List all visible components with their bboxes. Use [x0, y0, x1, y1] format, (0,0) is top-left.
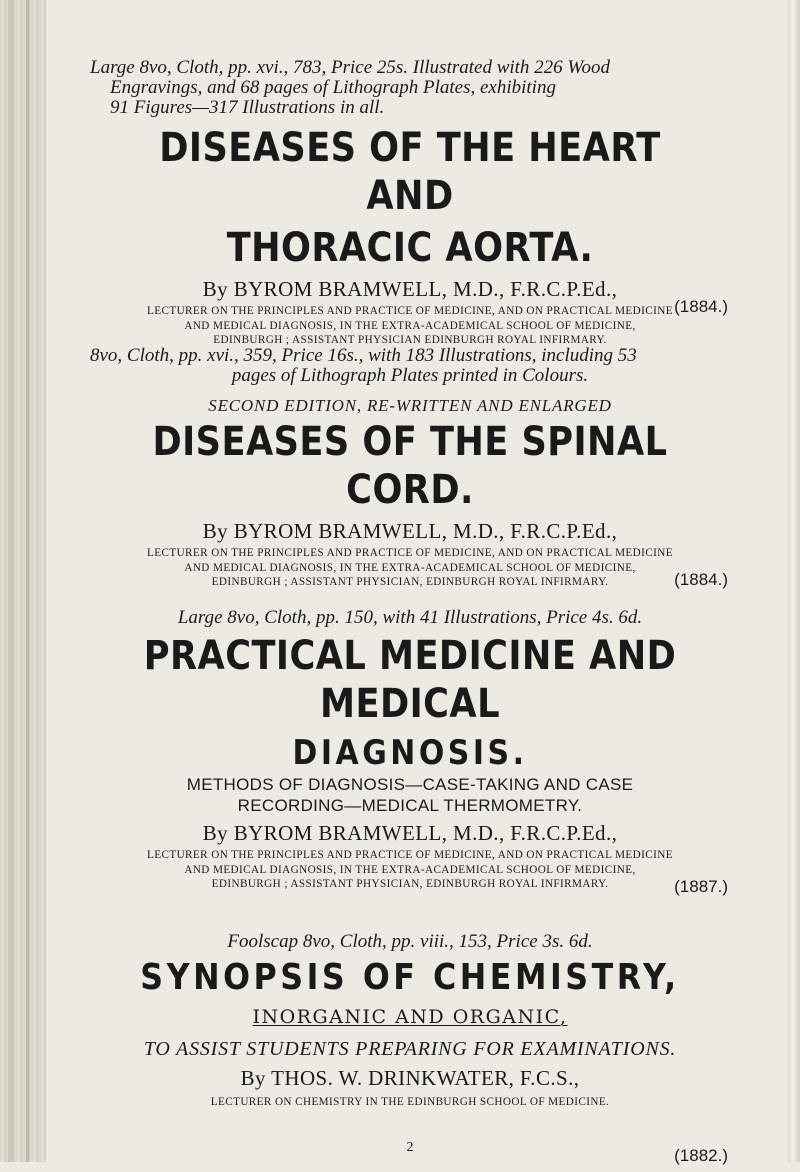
book-purpose: TO ASSIST STUDENTS PREPARING FOR EXAMINATIONS.	[143, 1038, 677, 1060]
publication-details: 8vo, Cloth, pp. xvi., 359, Price 16s., with 183 Illustrations, including 53	[90, 345, 637, 366]
author-credentials: LECTURER ON THE PRINCIPLES AND PRACTICE OF MEDICINE, AND ON PRACTICAL MEDICINE	[147, 305, 673, 317]
publication-year: (1887.)	[674, 877, 728, 896]
book-subtitle: METHODS OF DIAGNOSIS—CASE-TAKING AND CASE	[186, 775, 634, 794]
book-subtitle: INORGANIC AND ORGANIC,	[252, 1006, 568, 1028]
edition-note: SECOND EDITION, RE-WRITTEN AND ENLARGED	[208, 396, 612, 415]
book-entry-chemistry	[90, 932, 730, 1172]
advertisement-page	[90, 58, 730, 1172]
author-byline: By BYROM BRAMWELL, M.D., F.R.C.P.Ed.,	[202, 277, 618, 301]
author-byline: By THOS. W. DRINKWATER, F.C.S.,	[240, 1066, 580, 1090]
author-credentials: LECTURER ON THE PRINCIPLES AND PRACTICE OF MEDICINE, AND ON PRACTICAL MEDICINE	[147, 849, 673, 861]
author-credentials: EDINBURGH ; ASSISTANT PHYSICIAN EDINBURGH ROYAL INFIRMARY.	[213, 334, 607, 346]
author-credentials: EDINBURGH ; ASSISTANT PHYSICIAN, EDINBURGH ROYAL INFIRMARY.	[211, 878, 609, 890]
author-byline: By BYROM BRAMWELL, M.D., F.R.C.P.Ed.,	[202, 519, 618, 543]
publication-details: Large 8vo, Cloth, pp. xvi., 783, Price 25s. Illustrated with 226 Wood	[90, 57, 611, 78]
publication-details: pages of Lithograph Plates printed in Colours.	[231, 365, 589, 386]
binding-edge	[0, 0, 46, 1162]
book-title: SYNOPSIS OF CHEMISTRY,	[140, 957, 680, 998]
book-entry-practical-medicine	[90, 608, 730, 908]
publication-details: Foolscap 8vo, Cloth, pp. viii., 153, Price 3s. 6d.	[227, 931, 593, 952]
publication-details: Large 8vo, Cloth, pp. 150, with 41 Illustrations, Price 4s. 6d.	[177, 607, 643, 628]
author-credentials: AND MEDICAL DIAGNOSIS, IN THE EXTRA-ACADEMICAL SCHOOL OF MEDICINE,	[184, 561, 636, 574]
author-credentials: AND MEDICAL DIAGNOSIS, IN THE EXTRA-ACADEMICAL SCHOOL OF MEDICINE,	[184, 319, 636, 332]
author-byline: By BYROM BRAMWELL, M.D., F.R.C.P.Ed.,	[202, 821, 618, 845]
author-credentials: EDINBURGH ; ASSISTANT PHYSICIAN, EDINBURGH ROYAL INFIRMARY.	[211, 576, 609, 588]
book-title: DIAGNOSIS.	[292, 733, 528, 773]
author-credentials: LECTURER ON CHEMISTRY IN THE EDINBURGH SCHOOL OF MEDICINE.	[210, 1096, 610, 1108]
binding-hinge	[26, 0, 29, 1162]
publication-details: Engravings, and 68 pages of Lithograph Plates, exhibiting	[110, 77, 556, 98]
book-subtitle: RECORDING—MEDICAL THERMOMETRY.	[237, 796, 583, 815]
book-title: DISEASES OF THE SPINAL CORD.	[152, 419, 668, 513]
binding-stripe	[8, 0, 14, 1162]
publication-year: (1884.)	[674, 297, 728, 316]
book-title: DISEASES OF THE HEART AND	[159, 125, 661, 219]
book-entry-heart	[90, 57, 730, 346]
publication-details: 91 Figures—317 Illustrations in all.	[110, 97, 385, 118]
publication-year: (1882.)	[674, 1146, 728, 1165]
page-right-edge	[788, 0, 800, 1162]
book-title: PRACTICAL MEDICINE AND MEDICAL	[143, 633, 677, 727]
publication-year: (1884.)	[674, 570, 728, 589]
author-credentials: AND MEDICAL DIAGNOSIS, IN THE EXTRA-ACADEMICAL SCHOOL OF MEDICINE,	[184, 863, 636, 876]
page-number: 2	[406, 1140, 414, 1155]
author-credentials: LECTURER ON THE PRINCIPLES AND PRACTICE OF MEDICINE, AND ON PRACTICAL MEDICINE	[147, 547, 673, 559]
book-title: THORACIC AORTA.	[226, 225, 594, 271]
book-entry-spinal-cord	[90, 346, 730, 618]
